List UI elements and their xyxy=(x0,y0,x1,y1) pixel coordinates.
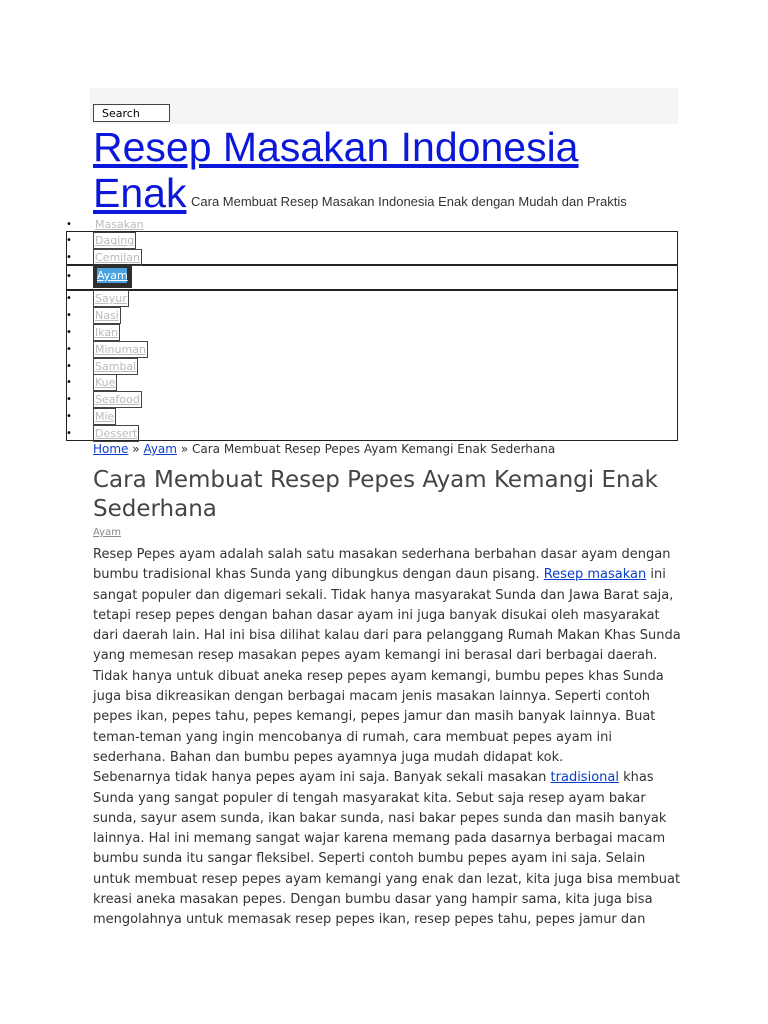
nav-link-sambal[interactable]: Sambal xyxy=(95,360,137,373)
nav-item-ikan xyxy=(66,324,678,341)
bullet-icon: • xyxy=(66,310,72,321)
nav-item-masakan xyxy=(66,216,678,233)
bullet-icon: • xyxy=(66,271,72,282)
bullet-icon: • xyxy=(66,394,72,405)
paragraph-text: Sebenarnya tidak hanya pepes ayam ini saja. Banyak sekali masakan xyxy=(93,770,551,786)
nav-link-ayam[interactable]: Ayam xyxy=(97,269,128,282)
bullet-icon: • xyxy=(66,252,72,263)
post-body xyxy=(93,545,683,931)
breadcrumb-category-link[interactable]: Ayam xyxy=(143,442,177,456)
nav-item-nasi xyxy=(66,307,678,324)
nav-item-daging xyxy=(66,232,678,249)
paragraph-text: ini sangat populer dan digemari sekali. Tidak hanya masyarakat Sunda dan Jawa Barat saja, tetapi resep pepes dengan bahan dasar ayam ini juga banyak disukai oleh masyarakat dari daerah lain. Hal ini bisa dilihat kalau dari para pelanggang Rumah Makan Khas Sunda yang memesan resep masakan pepes ayam kemangi ini berasal dari berbagai daerah. Tidak hanya untuk dibuat aneka resep pepes ayam kemangi, bumbu pepes khas Sunda juga bisa dikreasikan dengan berbagai macam jenis masakan lainnya. Seperti contoh pepes ikan, pepes tahu, pepes kemangi, pepes jamur dan masih banyak lainnya. Buat teman-teman yang ingin mencobanya di rumah, cara membuat pepes ayam ini sederhana. Bahan dan bumbu pepes ayamnya juga mudah didapat kok. xyxy=(93,567,681,765)
bullet-icon: • xyxy=(66,344,72,355)
paragraph xyxy=(93,545,683,768)
resep-masakan-link[interactable]: Resep masakan xyxy=(543,567,647,583)
nav-active-item xyxy=(93,264,132,288)
breadcrumb-separator: » xyxy=(132,442,140,456)
paragraph-text: khas Sunda yang sangat populer di tengah masyarakat kita. Sebut saja resep ayam bakar sunda, sayur asem sunda, ikan bakar sunda, nasi bakar pepes sunda dan masih banyak lainnya. Hal ini memang sangat wajar karena memang pada dasarnya berbagai macam bumbu sunda itu sangar fleksibel. Seperti contoh bumbu pepes ayam ini saja. Selain untuk membuat resep pepes ayam kemangi yang enak dan lezat, kita juga bisa membuat kreasi aneka masakan pepes. Dengan bumbu dasar yang hampir sama, kita juga bisa mengolahnya untuk memasak resep pepes ikan, resep pepes tahu, pepes jamur dan xyxy=(93,770,681,928)
site-title-line1[interactable]: Resep Masakan Indonesia xyxy=(93,124,579,170)
bullet-icon: • xyxy=(66,377,72,388)
bullet-icon: • xyxy=(66,293,72,304)
nav-item-cemilan xyxy=(66,249,678,266)
paragraph xyxy=(93,768,683,930)
site-title-line2[interactable]: Enak xyxy=(93,170,187,216)
nav-item-sayur xyxy=(66,290,678,307)
nav-link-minuman[interactable]: Minuman xyxy=(95,343,146,356)
search-button[interactable]: Search xyxy=(93,104,170,122)
tradisional-link[interactable]: tradisional xyxy=(550,770,619,786)
breadcrumb xyxy=(93,442,555,456)
post-category-link[interactable]: Ayam xyxy=(93,527,121,538)
nav-link-masakan[interactable]: Masakan xyxy=(95,218,144,231)
nav-link-nasi[interactable]: Nasi xyxy=(95,309,119,322)
paragraph-text: Resep Pepes ayam adalah salah satu masakan sederhana berbahan dasar ayam dengan bumbu tradisional khas Sunda yang dibungkus dengan daun pisang. xyxy=(93,547,671,583)
nav-link-sayur[interactable]: Sayur xyxy=(95,292,127,305)
nav-item-seafood xyxy=(66,391,678,408)
breadcrumb-separator: » xyxy=(180,442,189,456)
nav-item-mie xyxy=(66,408,678,425)
nav-link-seafood[interactable]: Seafood xyxy=(95,393,140,406)
nav-item-ayam xyxy=(66,268,678,285)
site-tagline: Cara Membuat Resep Masakan Indonesia Enak dengan Mudah dan Praktis xyxy=(191,194,627,209)
nav-item-sambal xyxy=(66,358,678,375)
bullet-icon: • xyxy=(66,411,72,422)
nav-link-daging[interactable]: Daging xyxy=(95,234,135,247)
nav-link-dessert[interactable]: Dessert xyxy=(95,427,138,440)
bullet-icon: • xyxy=(66,219,72,230)
bullet-icon: • xyxy=(66,428,72,439)
nav-link-kue[interactable]: Kue xyxy=(95,376,116,389)
nav-link-mie[interactable]: Mie xyxy=(95,410,115,423)
nav-link-ikan[interactable]: Ikan xyxy=(95,326,119,339)
breadcrumb-home-link[interactable]: Home xyxy=(93,442,129,456)
bullet-icon: • xyxy=(66,361,72,372)
breadcrumb-current: Cara Membuat Resep Pepes Ayam Kemangi Enak Sederhana xyxy=(191,442,556,456)
nav-link-cemilan[interactable]: Cemilan xyxy=(95,251,140,264)
bullet-icon: • xyxy=(66,327,72,338)
top-bar xyxy=(90,88,678,124)
nav-item-kue xyxy=(66,374,678,391)
nav-item-dessert xyxy=(66,425,678,442)
post-title: Cara Membuat Resep Pepes Ayam Kemangi Enak Sederhana xyxy=(93,467,658,522)
bullet-icon: • xyxy=(66,235,72,246)
nav-item-minuman xyxy=(66,341,678,358)
